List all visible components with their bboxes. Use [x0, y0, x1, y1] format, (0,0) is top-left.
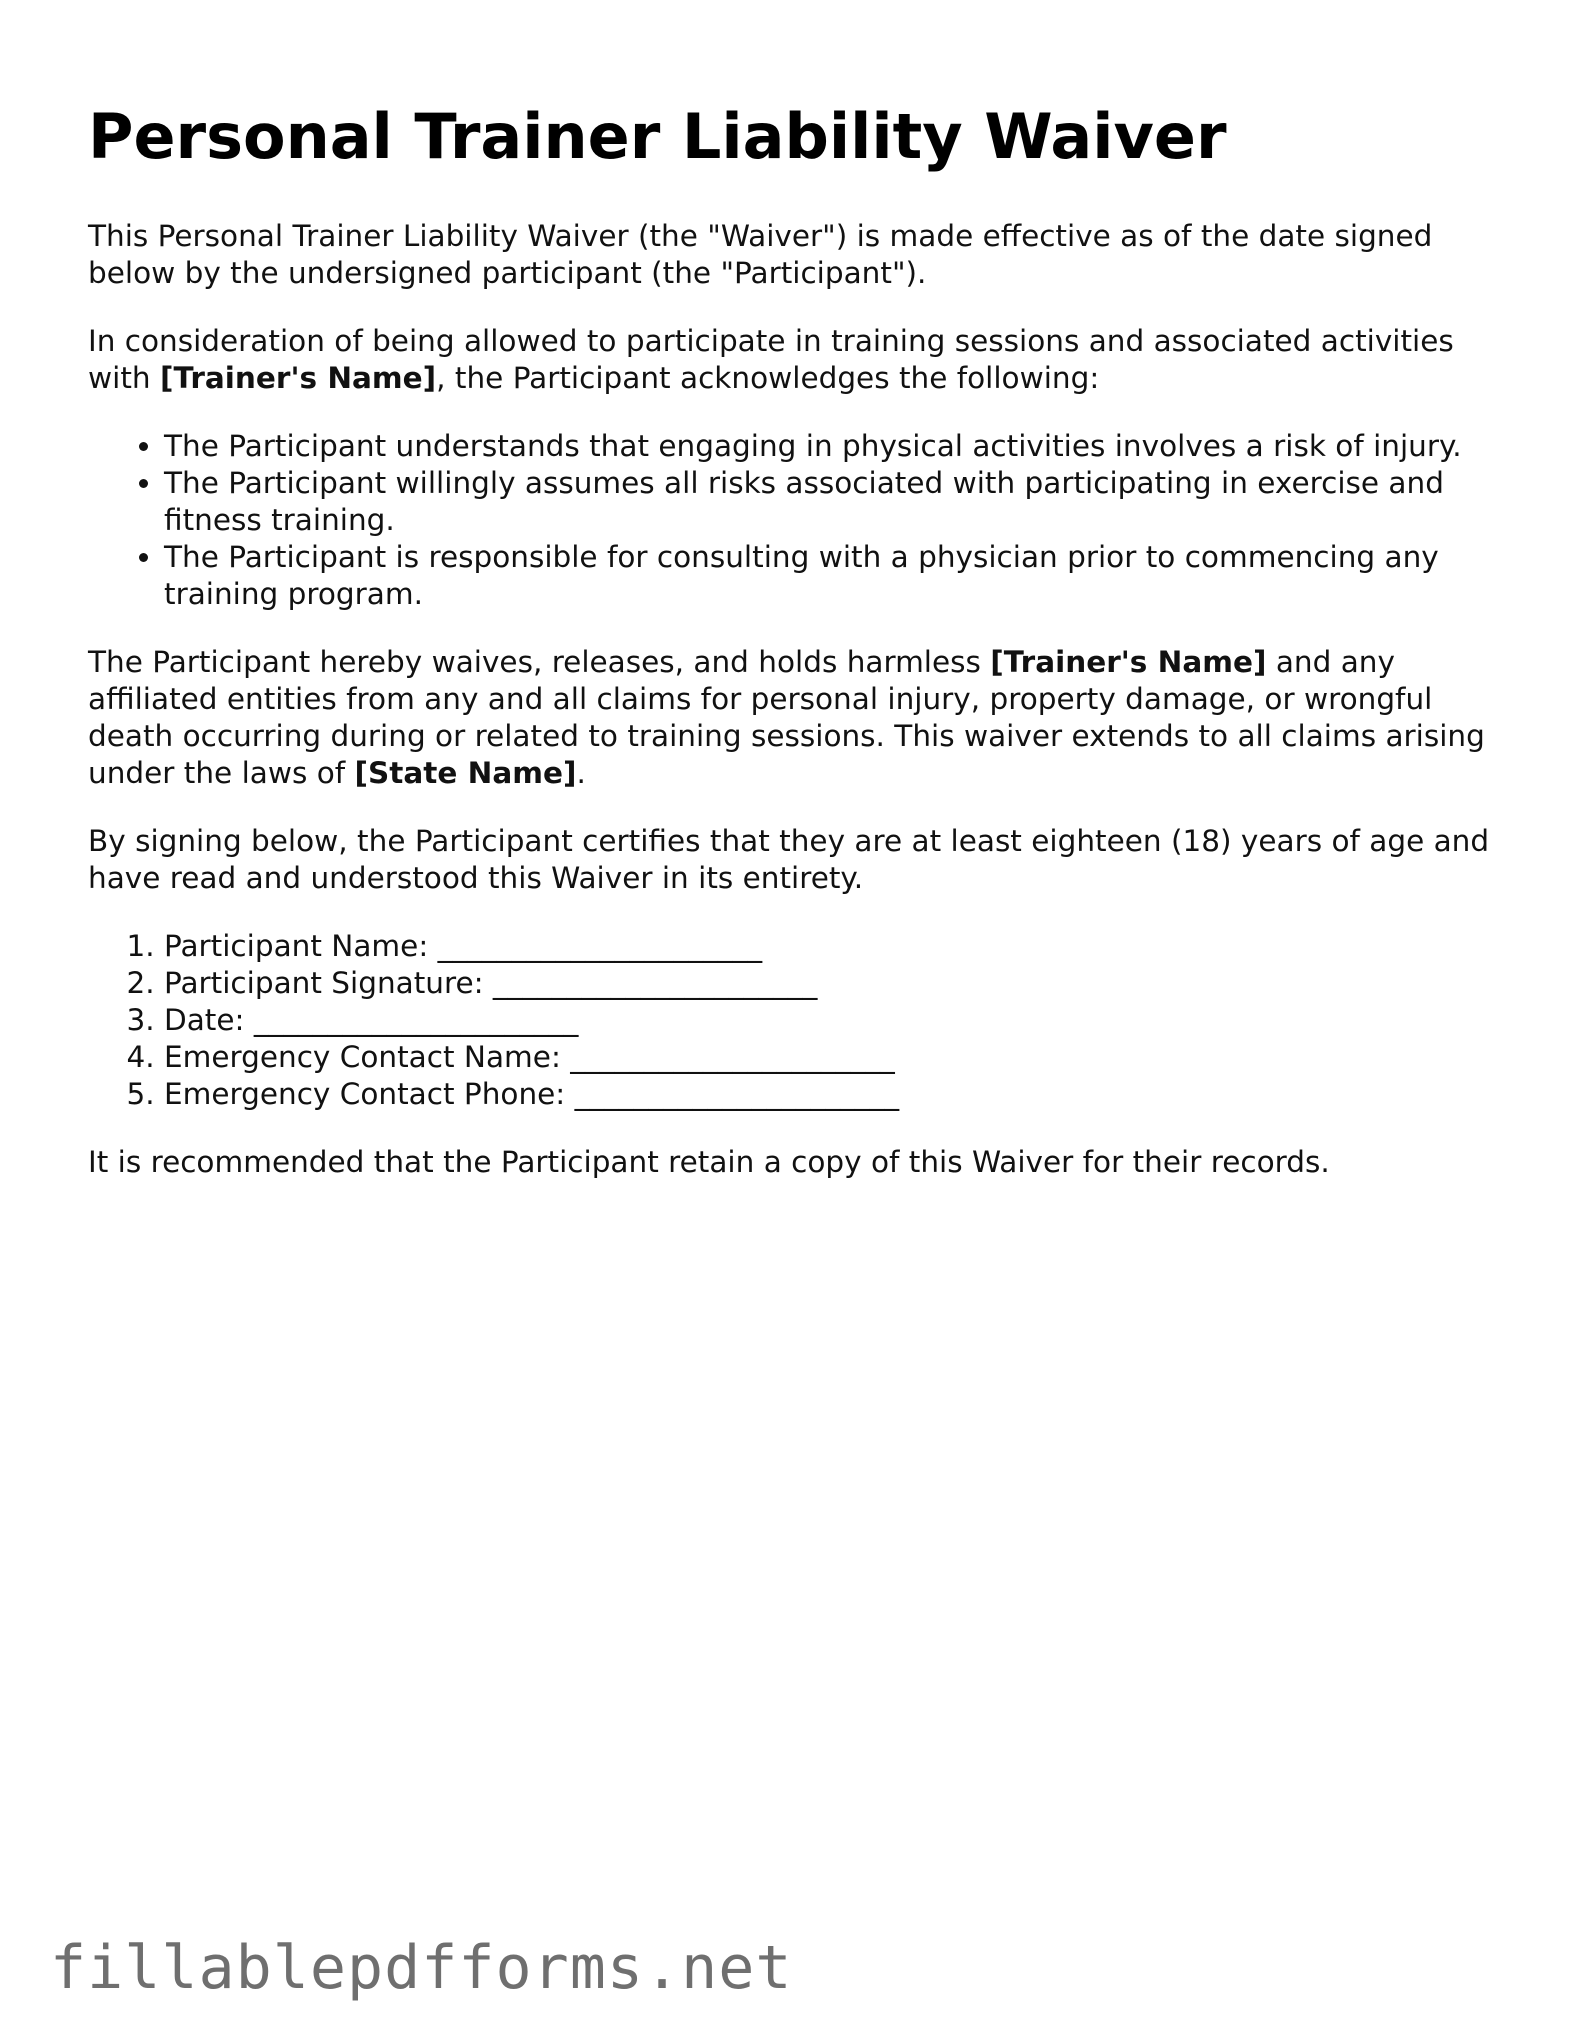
trainer-name-placeholder: [Trainer's Name]	[159, 361, 437, 396]
emergency-contact-name-field[interactable]: 4. Emergency Contact Name: ______________________	[164, 1039, 1508, 1076]
acknowledgement-list	[88, 428, 1508, 613]
state-name-placeholder: [State Name]	[354, 756, 577, 791]
release-paragraph	[88, 644, 1508, 792]
watermark-logo: fillablepdfforms.net	[50, 1933, 793, 2003]
date-field[interactable]: 3. Date: ______________________	[164, 1002, 1508, 1039]
certification-paragraph: By signing below, the Participant certifies that they are at least eighteen (18) years of age and have read and understood this Waiver in its entirety.	[88, 824, 1490, 896]
release-text-after: .	[576, 756, 586, 791]
participant-name-field[interactable]: 1. Participant Name: ______________________	[164, 928, 1508, 965]
closing-paragraph: It is recommended that the Participant retain a copy of this Waiver for their records.	[88, 1145, 1330, 1180]
release-text-before: The Participant hereby waives, releases, and holds harmless	[88, 645, 991, 680]
document-page	[88, 100, 1508, 1212]
acknowledgement-item: • The Participant is responsible for consulting with a physician prior to commencing any training program.	[164, 539, 1508, 613]
acknowledgement-item: • The Participant understands that engaging in physical activities involves a risk of injury.	[164, 428, 1508, 465]
acknowledgement-item: • The Participant willingly assumes all risks associated with participating in exercise and fitness training.	[164, 465, 1508, 539]
participant-signature-field[interactable]: 2. Participant Signature: ______________________	[164, 965, 1508, 1002]
emergency-contact-phone-field[interactable]: 5. Emergency Contact Phone: ______________________	[164, 1076, 1508, 1113]
intro-paragraph: This Personal Trainer Liability Waiver (the "Waiver") is made effective as of the date signed below by the undersigned participant (the "Participant").	[88, 219, 1433, 291]
consideration-text-after: , the Participant acknowledges the following:	[436, 361, 1100, 396]
document-title: Personal Trainer Liability Waiver	[88, 100, 1227, 173]
consideration-text-before: In consideration of being allowed to participate in training sessions and associated activities with	[88, 324, 1454, 396]
signature-field-list	[88, 928, 1508, 1113]
consideration-paragraph	[88, 323, 1508, 397]
trainer-name-placeholder: [Trainer's Name]	[990, 645, 1267, 680]
release-text-middle: and any affiliated entities from any and all claims for personal injury, property damage, or wrongful death occurring during or related to training sessions. This waiver extends to all claims arising under the laws of	[88, 645, 1485, 791]
